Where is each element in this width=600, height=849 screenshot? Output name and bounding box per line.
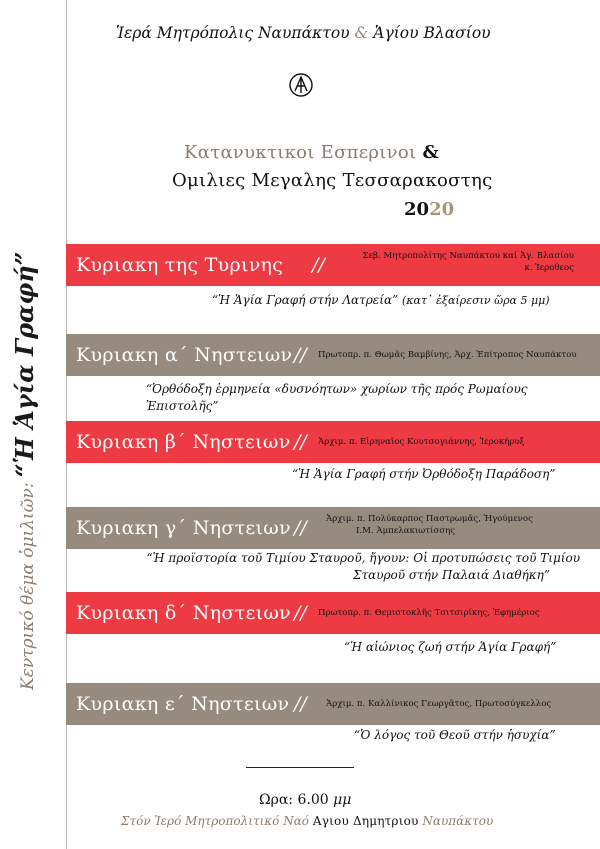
header-left: Ἱερά Μητρόπολις Ναυπάκτου [116, 24, 350, 42]
session-speaker: Ἀρχιμ. π. Καλλίνικος Γεωργᾶτος, Πρωτοσύγκελλος [326, 699, 552, 709]
title-year-a: 20 [404, 199, 430, 220]
session-speaker: Πρωτοπρ. π. Θωμᾶς Βαμβίνης, Ἀρχ. Ἐπίτροπος Ναυπάκτου [318, 350, 577, 360]
footer-place [121, 814, 493, 828]
header-right: Ἁγίου Βλασίου [373, 24, 491, 42]
side-theme-label [10, 220, 39, 690]
session-topic-note: (κατ᾽ ἐξαίρεσιν ὥρα 5 μμ) [402, 294, 550, 307]
footer-time [259, 792, 351, 808]
session-topic: “Ἡ Ἁγία Γραφή στήν Λατρεία” [212, 293, 399, 307]
session-bar-1 [66, 244, 600, 286]
session-bar-5 [66, 592, 600, 634]
session-day: Κυριακη β΄ Νηστειων [76, 431, 291, 453]
session-separator: // [312, 254, 325, 276]
session-topic-6: “Ὁ λόγος τοῦ Θεοῦ στήν ἡσυχία” [354, 728, 556, 742]
session-topic-line2: Σταυροῦ στήν Παλαιά Διαθήκη” [352, 568, 550, 582]
session-separator: // [294, 517, 307, 539]
place-b: Αγιου Δημητριου [312, 814, 419, 828]
side-label: Κεντρικό θέμα ὁμιλιῶν: [18, 482, 38, 690]
session-separator: // [294, 693, 307, 715]
session-topic-1 [212, 292, 550, 309]
time-unit: μμ [333, 792, 352, 808]
session-topic-4 [120, 550, 580, 584]
session-topic-3: “Ἡ Ἁγία Γραφή στήν Ὀρθόδοξη Παράδοση” [292, 467, 556, 481]
session-bar-4 [66, 507, 600, 549]
header-amp: & [354, 24, 369, 42]
session-speaker-line2: κ. Ἱεροθεος [524, 263, 574, 273]
session-speaker: Πρωτοπρ. π. Θεμιστοκλῆς Τσιτσιρίκης, Ἐφημέριος [318, 608, 540, 618]
session-topic: “Ἡ προϊστορία τοῦ Τιμίου Σταυροῦ, ἤγουν: Οἱ προτυπώσεις τοῦ Τιμίου [146, 551, 580, 565]
session-separator: // [294, 431, 307, 453]
metropolis-monogram-icon [288, 72, 314, 98]
session-speaker: Ἀρχιμ. π. Εἰρηναῖος Κουτσογιάννης, Ἱεροκήρυξ [318, 437, 525, 447]
session-topic-2: “Ὀρθόδοξη ἑρμηνεία «δυσνόητων» χωρίων τῆς πρός Ρωμαίους Ἐπιστολῆς” [146, 382, 528, 413]
session-day: Κυριακη α΄ Νηστειων [76, 344, 293, 366]
session-bar-6 [66, 683, 600, 725]
time-label: Ωρα: [259, 792, 294, 808]
session-bar-2 [66, 334, 600, 376]
header-title [116, 24, 491, 42]
title-year [404, 199, 454, 220]
session-separator: // [294, 344, 307, 366]
side-theme: “Ἡ Ἁγία Γραφή” [10, 251, 39, 478]
session-topic-5: “Ἡ αἰώνιος ζωή στήν Ἁγία Γραφή” [344, 640, 557, 654]
session-speaker-line2: Ι.Μ. Ἀμπελακιωτίσσης [356, 526, 456, 536]
session-separator: // [294, 602, 307, 624]
title-line1 [184, 142, 439, 163]
session-day: Κυριακη γ΄ Νηστειων [76, 517, 291, 539]
session-day: Κυριακη δ΄ Νηστειων [76, 602, 291, 624]
session-speaker-line1: Σεβ. Μητροπολίτης Ναυπάκτου καί Ἁγ. Βλασίου [362, 251, 574, 261]
session-speaker [344, 250, 574, 274]
footer-divider [246, 767, 354, 768]
title-line1-text: Κατανυκτικοι Εσπερινοι [184, 142, 417, 163]
session-day: Κυριακη της Τυρινης [76, 254, 284, 276]
session-speaker [326, 513, 533, 537]
session-speaker-line1: Ἀρχιμ. π. Πολύκαρπος Παστρωμᾶς, Ἡγούμενος [326, 514, 533, 524]
title-line2: Ομιλιες Μεγαλης Τεσσαρακοστης [172, 170, 493, 191]
place-c: Ναυπάκτου [422, 814, 494, 828]
place-a: Στόν Ἱερό Μητροπολιτικό Ναό [121, 814, 310, 828]
time-value: 6.00 [297, 792, 329, 808]
title-amp: & [422, 142, 439, 163]
title-year-b: 20 [429, 199, 455, 220]
session-day: Κυριακη ε΄ Νηστειων [76, 693, 290, 715]
session-bar-3 [66, 421, 600, 463]
